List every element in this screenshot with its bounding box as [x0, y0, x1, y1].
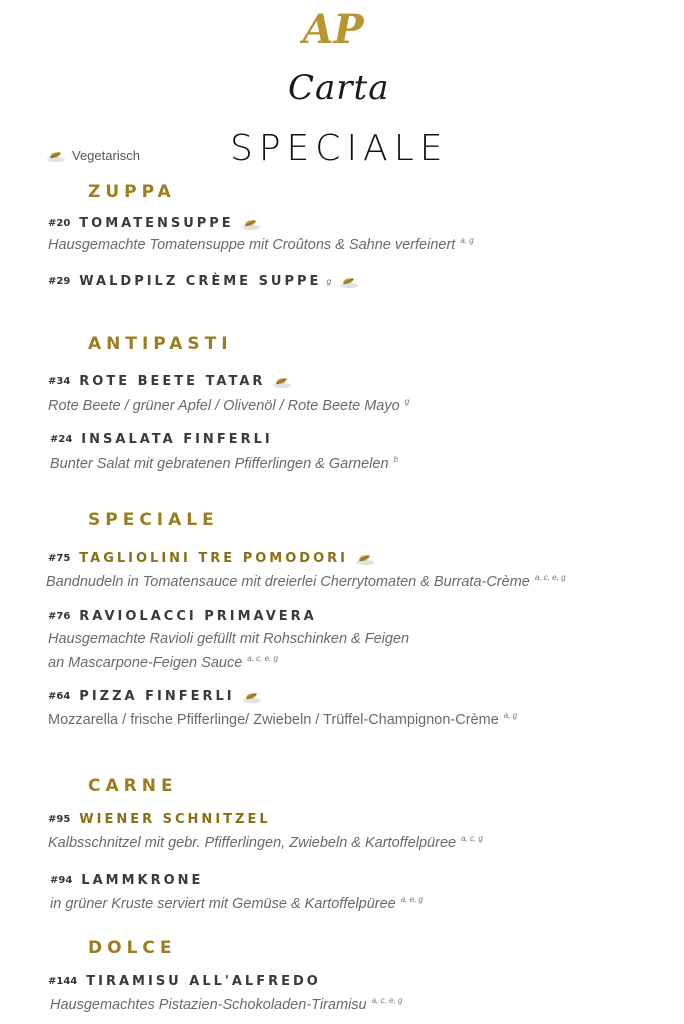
page-title: SPECIALE — [230, 128, 449, 169]
dish-name: PIZZA FINFERLI — [79, 689, 235, 704]
vegetarian-icon — [339, 275, 359, 289]
description-text: Bandnudeln in Tomatensauce mit dreierlei Cherrytomaten & Burrata-Crème — [46, 574, 530, 590]
dish-name: TAGLIOLINI TRE POMODORI — [79, 551, 348, 566]
description-text: Hausgemachtes Pistazien-Schokoladen-Tiramisu — [50, 997, 367, 1013]
dish-name: ROTE BEETE TATAR — [79, 374, 266, 389]
dish-number: #64 — [48, 691, 71, 702]
dish-description — [48, 397, 409, 414]
dish-description-line1: Hausgemachte Ravioli gefüllt mit Rohschinken & Feigen — [48, 631, 410, 647]
dish-description-line2 — [48, 654, 278, 671]
description-text: Rote Beete / grüner Apfel / Olivenöl / Rote Beete Mayo — [48, 398, 400, 414]
allergen-codes: b — [393, 455, 398, 464]
vegetarian-legend — [46, 148, 140, 163]
vegetarian-icon — [355, 552, 375, 566]
dish-number: #95 — [48, 814, 71, 825]
dish-number: #75 — [48, 553, 71, 564]
dish-title — [48, 374, 292, 389]
allergen-codes: a, e, g — [400, 895, 423, 904]
allergen-codes: g — [326, 277, 332, 286]
allergen-codes: a, c, e, g — [247, 654, 278, 663]
dish-title — [50, 432, 273, 447]
dish-title — [48, 812, 271, 827]
dish-name: RAVIOLACCI PRIMAVERA — [79, 609, 317, 624]
section-zuppa: ZUPPA — [88, 182, 176, 202]
dish-number: #144 — [48, 976, 78, 987]
description-text: Kalbsschnitzel mit gebr. Pfifferlingen, Zwiebeln & Kartoffelpüree — [48, 835, 457, 851]
dish-name: WIENER SCHNITZEL — [79, 812, 271, 827]
dish-description — [48, 236, 474, 253]
dish-title — [48, 274, 359, 289]
brand-logo — [300, 6, 366, 50]
dish-number: #24 — [50, 434, 73, 445]
vegetarian-icon — [272, 375, 292, 389]
dish-description — [50, 455, 398, 472]
dish-number: #34 — [48, 376, 71, 387]
section-speciale: SPECIALE — [88, 510, 219, 530]
dish-description — [48, 711, 517, 728]
description-text: an Mascarpone-Feigen Sauce — [48, 655, 243, 671]
svg-text:AP: AP — [302, 6, 364, 50]
dish-number: #29 — [48, 276, 71, 287]
vegetarian-icon — [46, 149, 66, 163]
section-carne: CARNE — [88, 776, 178, 796]
dish-title — [50, 873, 203, 888]
dish-title — [48, 689, 262, 704]
dish-title — [48, 609, 317, 624]
dish-title — [48, 974, 321, 989]
allergen-codes: a, c, e, g — [371, 996, 403, 1005]
description-text: Bunter Salat mit gebratenen Pfifferlingen & Garnelen — [50, 456, 389, 472]
dish-title — [48, 551, 375, 566]
dish-description — [48, 834, 483, 851]
allergen-codes: a, c, g — [461, 834, 483, 843]
section-dolce: DOLCE — [88, 938, 177, 958]
dish-description — [50, 895, 423, 912]
allergen-codes: a, g — [503, 711, 518, 720]
dish-name: LAMMKRONE — [81, 873, 204, 888]
allergen-codes: a, c, e, g — [534, 573, 566, 582]
dish-name: TOMATENSUPPE — [79, 216, 234, 231]
allergen-codes: a, g — [460, 236, 474, 245]
legend-label: Vegetarisch — [72, 148, 140, 163]
dish-name: TIRAMISU ALL'ALFREDO — [86, 974, 321, 989]
dish-name: INSALATA FINFERLI — [81, 432, 273, 447]
description-text: Hausgemachte Tomatensuppe mit Croûtons & Sahne verfeinert — [48, 237, 456, 253]
script-title: Carta — [288, 68, 390, 108]
dish-description — [50, 996, 402, 1013]
dish-number: #76 — [48, 611, 71, 622]
dish-number: #94 — [50, 875, 73, 886]
description-text: in grüner Kruste serviert mit Gemüse & Kartoffelpüree — [50, 896, 396, 912]
dish-description — [46, 573, 566, 590]
section-antipasti: ANTIPASTI — [88, 334, 233, 354]
dish-title — [48, 216, 261, 231]
description-text: Mozzarella / frische Pfifferlinge/ Zwiebeln / Trüffel-Champignon-Crème — [48, 712, 499, 728]
vegetarian-icon — [242, 690, 262, 704]
dish-name: WALDPILZ CRÈME SUPPE — [79, 274, 322, 289]
allergen-codes: g — [404, 397, 410, 406]
dish-number: #20 — [48, 218, 71, 229]
vegetarian-icon — [241, 217, 261, 231]
